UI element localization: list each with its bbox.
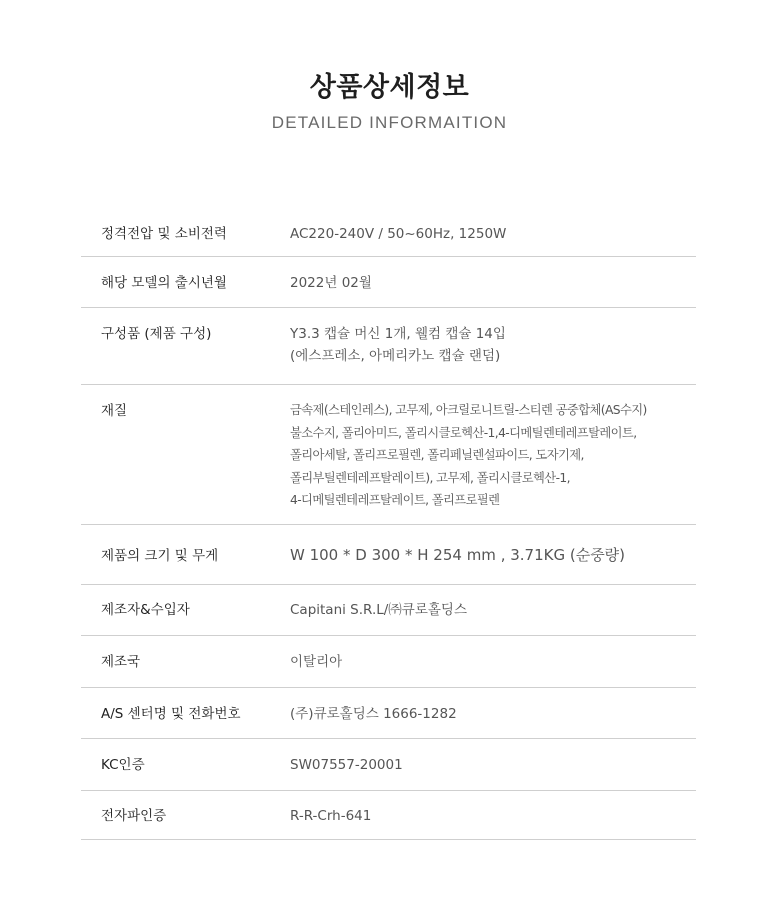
page-header bbox=[0, 70, 779, 134]
spec-value-line: W 100 * D 300 * H 254 mm , 3.71KG (순중량) bbox=[290, 546, 626, 564]
spec-value-line: 금속제(스테인레스), 고무제, 아크릴로니트릴-스티렌 공중합체(AS수지) bbox=[290, 403, 647, 417]
spec-value-line: 폴리부틸렌테레프탈레이트), 고무제, 폴리시클로헥산-1, bbox=[290, 470, 570, 485]
spec-value bbox=[290, 399, 686, 512]
spec-value bbox=[290, 754, 686, 776]
spec-table bbox=[81, 208, 696, 840]
spec-label: 제조국 bbox=[101, 654, 141, 670]
spec-row-power bbox=[81, 208, 696, 257]
spec-value-line: R-R-Crh-641 bbox=[290, 808, 372, 824]
spec-label: 해당 모델의 출시년월 bbox=[101, 275, 227, 291]
spec-value bbox=[290, 272, 686, 294]
spec-value bbox=[290, 544, 686, 566]
spec-label: 전자파인증 bbox=[101, 808, 167, 824]
spec-label: A/S 센터명 및 전화번호 bbox=[101, 706, 241, 722]
spec-value bbox=[290, 651, 686, 673]
spec-value bbox=[290, 703, 686, 725]
spec-row-country bbox=[81, 636, 696, 688]
spec-value-line: (주)큐로홀딩스 1666-1282 bbox=[290, 706, 457, 722]
spec-value-line: (에스프레소, 아메리카노 캡슐 랜덤) bbox=[290, 348, 501, 364]
page-subtitle: DETAILED INFORMAITION bbox=[271, 113, 508, 132]
spec-value-line: SW07557-20001 bbox=[290, 757, 403, 773]
spec-label: 제품의 크기 및 무게 bbox=[101, 548, 219, 564]
spec-row-emc-certification bbox=[81, 791, 696, 840]
spec-row-service-center bbox=[81, 688, 696, 739]
spec-value-line: Y3.3 캡슐 머신 1개, 웰컴 캡슐 14입 bbox=[290, 326, 506, 342]
spec-label: 정격전압 및 소비전력 bbox=[101, 226, 227, 242]
spec-label: 재질 bbox=[101, 403, 128, 419]
spec-value-line: 폴리아세탈, 폴리프로필렌, 폴리페닐렌설파이드, 도자기제, bbox=[290, 448, 584, 462]
spec-label: 제조자&수입자 bbox=[101, 602, 190, 618]
spec-value bbox=[290, 223, 686, 245]
spec-value-line: AC220-240V / 50~60Hz, 1250W bbox=[290, 226, 507, 242]
spec-row-kc-certification bbox=[81, 739, 696, 791]
spec-value-line: Capitani S.R.L/㈜큐로홀딩스 bbox=[290, 602, 468, 618]
spec-value-line: 2022년 02월 bbox=[290, 275, 372, 291]
spec-value bbox=[290, 599, 686, 621]
spec-row-release-date bbox=[81, 257, 696, 308]
spec-value-line: 4-디메틸렌테레프탈레이트, 폴리프로필렌 bbox=[290, 493, 500, 507]
spec-value bbox=[290, 323, 686, 367]
page-title: 상품상세정보 bbox=[309, 72, 470, 103]
spec-label: KC인증 bbox=[101, 757, 145, 773]
spec-row-size-weight bbox=[81, 525, 696, 585]
spec-value-line: 불소수지, 폴리아미드, 폴리시클로헥산-1,4-디메틸렌테레프탈레이트, bbox=[290, 425, 637, 440]
spec-row-manufacturer bbox=[81, 585, 696, 636]
spec-value bbox=[290, 805, 686, 827]
spec-row-material bbox=[81, 385, 696, 525]
spec-value-line: 이탈리아 bbox=[290, 654, 343, 670]
spec-row-components bbox=[81, 308, 696, 385]
spec-label: 구성품 (제품 구성) bbox=[101, 326, 212, 342]
